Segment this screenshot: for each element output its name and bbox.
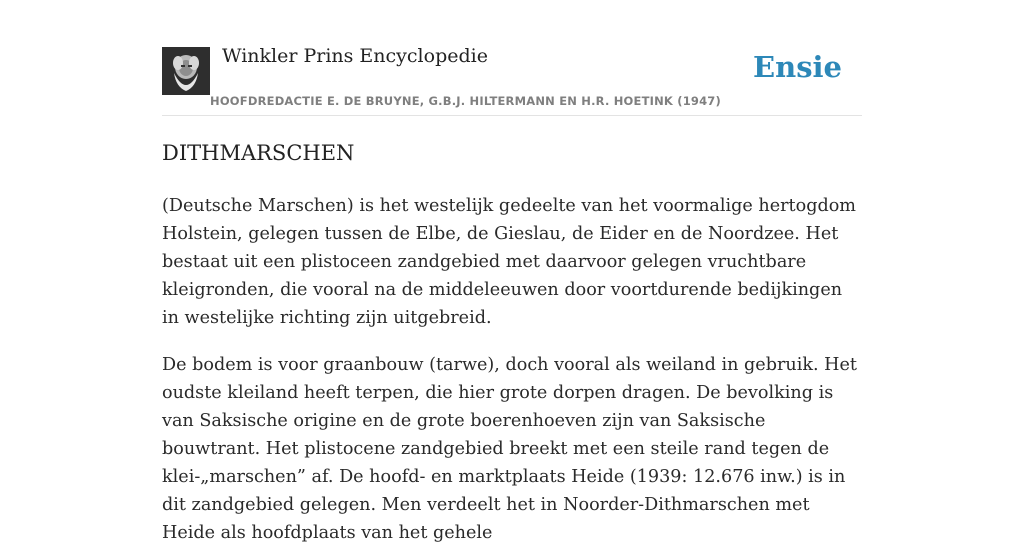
site-subtitle: HOOFDREDACTIE E. DE BRUYNE, G.B.J. HILTERMANN EN H.R. HOETINK (1947) xyxy=(210,94,721,108)
entry-title: DITHMARSCHEN xyxy=(162,141,355,165)
site-header xyxy=(162,0,862,116)
site-title[interactable]: Winkler Prins Encyclopedie xyxy=(222,45,488,67)
entry-paragraph-1: (Deutsche Marschen) is het westelijk gedeelte van het voormalige hertogdom Holstein, gelegen tussen de Elbe, de Gieslau, de Eider en de Noordzee. Het bestaat uit een plistoceen zandgebied met daarvoor gelegen vruchtbare kleigronden, die vooral na de middeleeuwen door voortdurende bedijkingen in westelijke richting zijn uitgebreid. xyxy=(162,196,856,328)
entry-paragraph-2: De bodem is voor graanbouw (tarwe), doch vooral als weiland in gebruik. Het oudste kleiland heeft terpen, die hier grote dorpen dragen. De bevolking is van Saksische origine en de grote boerenhoeven zijn van Saksische bouwtrant. Het plistocene zandgebied breekt met een steile rand tegen de klei-„marschen” af. De hoofd- en marktplaats Heide (1939: 12.676 inw.) is in dit zandgebied gelegen. Men verdeelt het in Noorder-Dithmarschen met Heide als hoofdplaats van het gehele xyxy=(162,355,858,543)
ensie-logo-link[interactable]: Ensie xyxy=(753,50,842,84)
portrait-photo-icon xyxy=(162,47,210,95)
avatar[interactable] xyxy=(162,47,210,95)
content-container xyxy=(162,0,862,543)
